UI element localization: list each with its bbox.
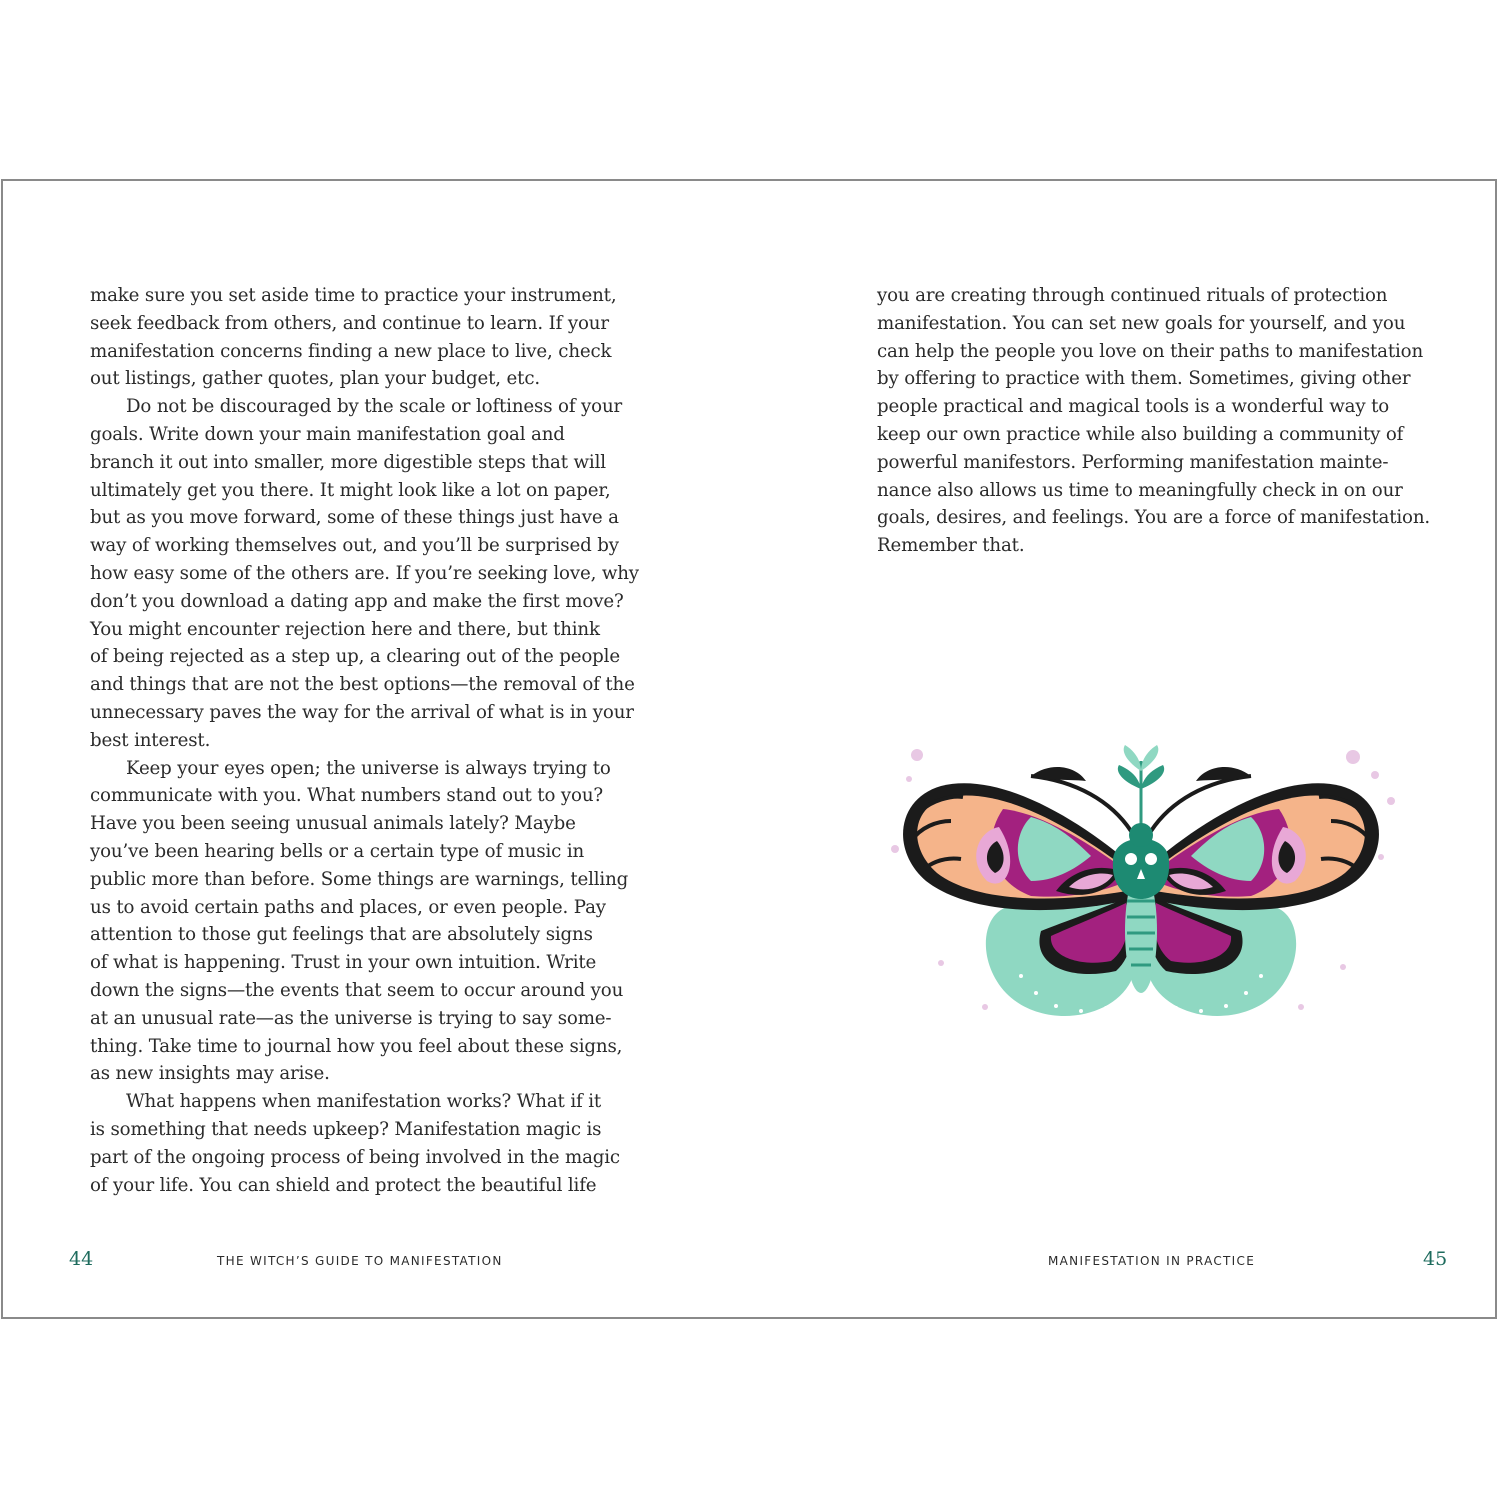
text-line: at an unusual rate—as the universe is trying to say some- <box>90 1007 612 1029</box>
left-page <box>3 181 751 1317</box>
right-page <box>751 181 1497 1317</box>
text-line: down the signs—the events that seem to occur around you <box>90 979 624 1001</box>
text-line: of being rejected as a step up, a clearing out of the people <box>90 646 620 668</box>
text-line: how easy some of the others are. If you’re seeking love, why <box>90 562 639 584</box>
running-head-left: THE WITCH’S GUIDE TO MANIFESTATION <box>217 1254 503 1268</box>
text-line: seek feedback from others, and continue to learn. If your <box>90 312 609 334</box>
text-line: communicate with you. What numbers stand out to you? <box>90 785 603 807</box>
text-line: people practical and magical tools is a wonderful way to <box>877 396 1390 418</box>
text-line: of what is happening. Trust in your own intuition. Write <box>90 952 597 974</box>
text-line: can help the people you love on their paths to manifestation <box>877 340 1424 362</box>
text-line: goals. Write down your main manifestation goal and <box>90 423 565 445</box>
text-line: goals, desires, and feelings. You are a force of manifestation. <box>877 507 1431 529</box>
text-line: is something that needs upkeep? Manifestation magic is <box>90 1118 602 1140</box>
text-line: make sure you set aside time to practice your instrument, <box>90 285 617 306</box>
text-line: Do not be discouraged by the scale or loftiness of your <box>126 396 623 418</box>
left-body-text <box>90 282 639 1199</box>
text-line: branch it out into smaller, more digestible steps that will <box>90 451 606 473</box>
book-spread <box>1 179 1497 1319</box>
text-line: attention to those gut feelings that are absolutely signs <box>90 924 593 946</box>
right-body-text <box>877 282 1430 560</box>
text-line: as new insights may arise. <box>90 1063 330 1085</box>
text-line: us to avoid certain paths and places, or even people. Pay <box>90 896 606 918</box>
text-line: Keep your eyes open; the universe is always trying to <box>126 757 611 779</box>
text-line: manifestation concerns finding a new place to live, check <box>90 340 612 362</box>
text-line: Remember that. <box>877 535 1025 557</box>
text-line: ultimately get you there. It might look like a lot on paper, <box>90 479 611 501</box>
text-line: best interest. <box>90 729 211 751</box>
text-line: you are creating through continued rituals of protection <box>877 285 1388 306</box>
text-line: unnecessary paves the way for the arrival of what is in your <box>90 701 634 723</box>
text-line: public more than before. Some things are warnings, telling <box>90 868 629 890</box>
moth-illustration <box>881 731 1401 1031</box>
page-number-right: 45 <box>1423 1248 1448 1270</box>
running-head-right: MANIFESTATION IN PRACTICE <box>1048 1254 1256 1268</box>
text-line: but as you move forward, some of these things just have a <box>90 507 619 529</box>
text-line: and things that are not the best options—the removal of the <box>90 674 635 696</box>
text-line: manifestation. You can set new goals for yourself, and you <box>877 312 1406 334</box>
text-line: don’t you download a dating app and make the first move? <box>90 590 624 612</box>
text-line: way of working themselves out, and you’ll be surprised by <box>90 535 619 557</box>
page-number-left: 44 <box>69 1248 94 1270</box>
text-line: nance also allows us time to meaningfully check in on our <box>877 479 1403 501</box>
text-line: What happens when manifestation works? What if it <box>126 1091 602 1113</box>
text-line: You might encounter rejection here and there, but think <box>90 618 600 640</box>
text-line: thing. Take time to journal how you feel about these signs, <box>90 1035 623 1057</box>
text-line: powerful manifestors. Performing manifestation mainte- <box>877 451 1389 473</box>
text-line: by offering to practice with them. Sometimes, giving other <box>877 368 1411 390</box>
text-line: part of the ongoing process of being involved in the magic <box>90 1146 620 1168</box>
text-line: keep our own practice while also building a community of <box>877 423 1404 445</box>
text-line: you’ve been hearing bells or a certain type of music in <box>90 840 585 862</box>
text-line: of your life. You can shield and protect the beautiful life <box>90 1174 597 1196</box>
text-line: out listings, gather quotes, plan your budget, etc. <box>90 368 540 390</box>
text-line: Have you been seeing unusual animals lately? Maybe <box>90 813 576 835</box>
